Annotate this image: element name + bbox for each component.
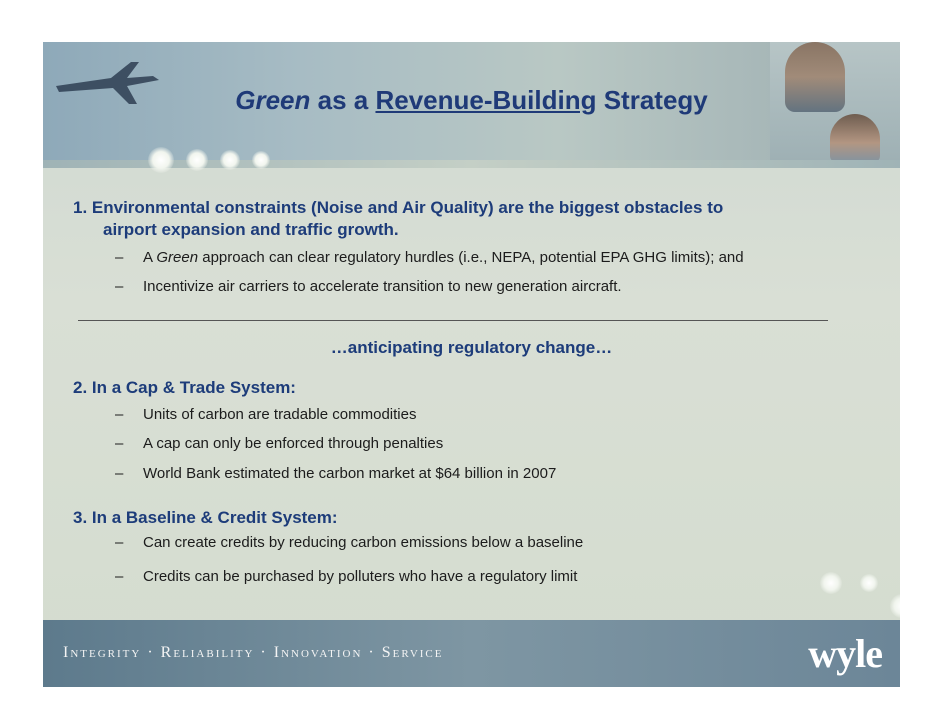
bullet-text: World Bank estimated the carbon market at $64 billion in 2007 <box>143 465 557 482</box>
title-text: as a <box>310 85 376 115</box>
company-logo: wyle <box>808 631 882 676</box>
bullet-text: A cap can only be enforced through penalties <box>143 435 444 452</box>
bullet-text: A <box>143 249 157 266</box>
section3-bullet <box>115 534 583 551</box>
bullet-dash: – <box>115 278 124 295</box>
bullet-dash: – <box>115 406 124 423</box>
slide <box>43 42 900 687</box>
bullet-dash: – <box>115 534 124 551</box>
section2-bullet <box>115 465 556 482</box>
bullet-dash: – <box>115 249 124 266</box>
section1-heading-cont: airport expansion and traffic growth. <box>103 220 399 239</box>
bullet-text: Credits can be purchased by polluters who have a regulatory limit <box>143 568 578 585</box>
bullet-text: Units of carbon are tradable commodities <box>143 406 417 423</box>
slide-content <box>43 42 900 687</box>
bullet-text: Incentivize air carriers to accelerate transition to new generation aircraft. <box>143 278 622 295</box>
bullet-emphasis: Green <box>156 249 199 266</box>
footer-banner <box>43 620 900 687</box>
divider <box>78 320 828 321</box>
title-underlined: Revenue-Building <box>375 85 597 115</box>
section1-heading: 1. Environmental constraints (Noise and Air Quality) are the biggest obstacles to <box>73 198 724 217</box>
bullet-text: Can create credits by reducing carbon emissions below a baseline <box>143 534 584 551</box>
section2-bullet <box>115 435 443 452</box>
section3-bullet <box>115 568 577 585</box>
transition-text: …anticipating regulatory change… <box>330 338 613 357</box>
title-text: Strategy <box>596 85 708 115</box>
section1-bullet <box>115 278 622 295</box>
glow-dot <box>820 572 842 594</box>
section1-bullet <box>115 249 744 266</box>
section3-heading: 3. In a Baseline & Credit System: <box>73 508 338 527</box>
glow-dot <box>860 574 878 592</box>
section2-heading: 2. In a Cap & Trade System: <box>73 378 296 397</box>
section2-bullet <box>115 406 416 423</box>
bullet-dash: – <box>115 568 124 585</box>
title-emphasis: Green <box>235 85 311 115</box>
bullet-text: approach can clear regulatory hurdles (i.e., NEPA, potential EPA GHG limits); and <box>198 249 744 266</box>
bullet-dash: – <box>115 465 124 482</box>
footer-values: Integrity · Reliability · Innovation · Service <box>63 644 444 661</box>
bullet-dash: – <box>115 435 124 452</box>
